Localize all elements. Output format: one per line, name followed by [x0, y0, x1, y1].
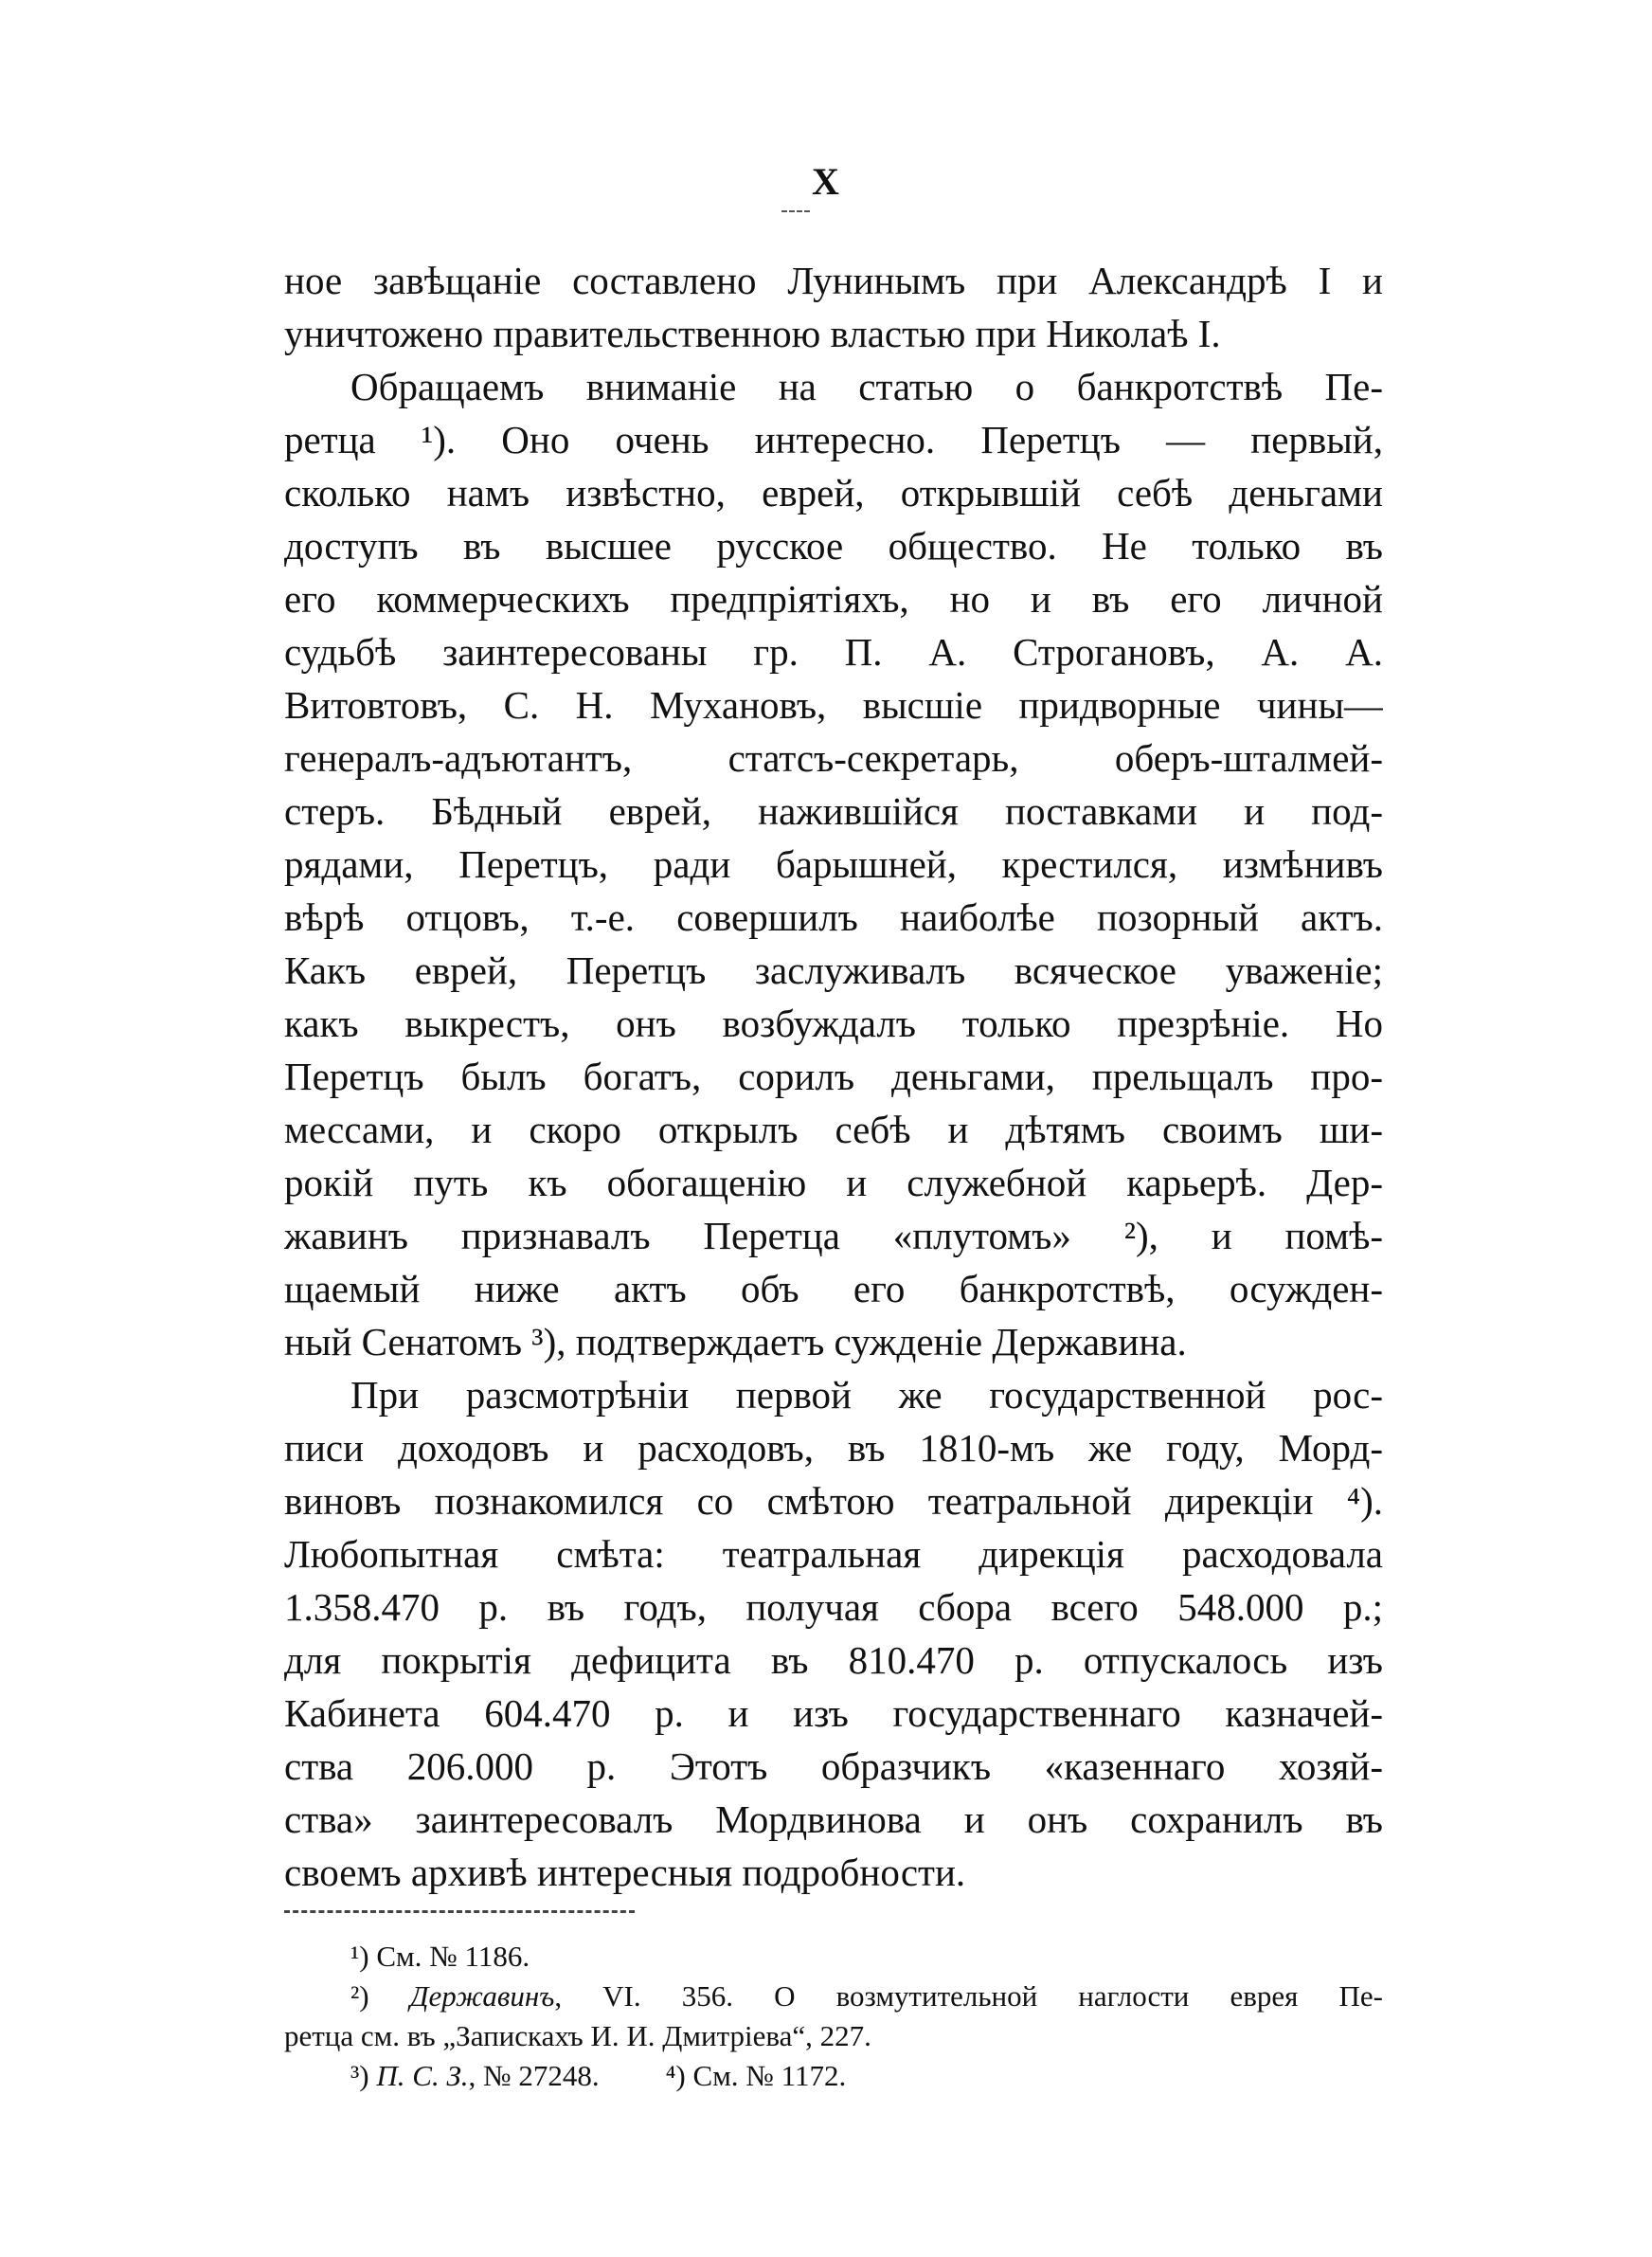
footnote-2	[284, 1977, 1383, 2016]
footnote-text: См. № 1172.	[692, 2059, 847, 2092]
text-line: Кабинета 604.470 р. и изъ государственнаго казначей-	[284, 1691, 1383, 1735]
footnote-text: , № 27248.	[468, 2059, 600, 2092]
text-line: генералъ-адъютантъ, статсъ-секретарь, оберъ-шталмей-	[284, 736, 1383, 780]
text-line: щаемый ниже актъ объ его банкротствѣ, осужден-	[284, 1267, 1383, 1310]
text-line: 1.358.470 р. въ годъ, получая сбора всего 548.000 р.;	[284, 1585, 1383, 1629]
footnote-source: П. С. З.	[376, 2059, 469, 2092]
text-line: ства 206.000 р. Этотъ образчикъ «казеннаго хозяй-	[284, 1744, 1383, 1788]
text-line: Перетцъ былъ богатъ, сорилъ деньгами, прельщалъ про-	[284, 1055, 1383, 1098]
text-line: вѣрѣ отцовъ, т.-е. совершилъ наиболѣе позорный актъ.	[284, 895, 1383, 939]
footnote-3-4	[284, 2056, 1383, 2096]
footnotes	[284, 1937, 1383, 2096]
footnote-divider	[284, 1910, 635, 1913]
text-line: При разсмотрѣніи первой же государственной рос-	[350, 1373, 1383, 1417]
footnote-author: Державинъ	[409, 1979, 555, 2013]
text-line: доступъ въ высшее русское общество. Не только въ	[284, 524, 1383, 568]
text-line: судьбѣ заинтересованы гр. П. А. Строгановъ, А. А.	[284, 630, 1383, 674]
body-text	[284, 254, 1383, 1899]
text-line: виновъ познакомился со смѣтою театральной дирекціи ⁴).	[284, 1479, 1383, 1523]
page-number-underline	[781, 210, 810, 212]
text-line: какъ выкрестъ, онъ возбуждалъ только презрѣніе. Но	[284, 1002, 1383, 1045]
text-line: Любопытная смѣта: театральная дирекція расходовала	[284, 1532, 1383, 1576]
footnote-marker: ²)	[350, 1979, 369, 2013]
footnote-marker: ³)	[350, 2059, 369, 2092]
text-line: жавинъ признавалъ Перетца «плутомъ» ²), и помѣ-	[284, 1214, 1383, 1257]
text-line: рядами, Перетцъ, ради барышней, крестился, измѣнивъ	[284, 842, 1383, 886]
page-number: X	[812, 160, 840, 203]
footnote-text: , VI. 356. О возмутительной наглости еврея Пе-	[554, 1979, 1383, 2013]
footnote-marker: ⁴)	[665, 2059, 686, 2092]
text-line: рокій путь къ обогащенію и служебной карьерѣ. Дер-	[284, 1161, 1383, 1204]
text-line: мессами, и скоро открылъ себѣ и дѣтямъ своимъ ши-	[284, 1108, 1383, 1151]
text-line: ное завѣщаніе составлено Лунинымъ при Александрѣ I и	[284, 259, 1383, 302]
text-line: Какъ еврей, Перетцъ заслуживалъ всяческое уваженіе;	[284, 948, 1383, 992]
text-line: его коммерческихъ предпріятіяхъ, но и въ его личной	[284, 577, 1383, 621]
text-line: ретца ¹). Оно очень интересно. Перетцъ — первый,	[284, 418, 1383, 461]
text-line: писи доходовъ и расходовъ, въ 1810-мъ же году, Морд-	[284, 1426, 1383, 1470]
footnote-text: См. № 1186.	[376, 1940, 530, 1973]
text-line: Витовтовъ, С. Н. Мухановъ, высшіе придворные чины—	[284, 683, 1383, 727]
text-line: ный Сенатомъ ³), подтверждаетъ сужденіе Державина.	[284, 1320, 1187, 1363]
text-line: уничтожено правительственною властью при Николаѣ I.	[284, 312, 1221, 355]
text-line: Обращаемъ вниманіе на статью о банкротствѣ Пе-	[350, 365, 1383, 408]
text-line: ства» заинтересовалъ Мордвинова и онъ сохранилъ въ	[284, 1797, 1383, 1841]
text-line: стеръ. Бѣдный еврей, нажившійся поставками и под-	[284, 789, 1383, 833]
footnote-1	[284, 1937, 1383, 1977]
footnote-2-continuation: ретца см. въ „Запискахъ И. И. Дмитріева“, 227.	[284, 2019, 871, 2052]
text-line: своемъ архивѣ интересныя подробности.	[284, 1851, 966, 1894]
text-line: сколько намъ извѣстно, еврей, открывшій себѣ деньгами	[284, 471, 1383, 515]
footnote-marker: ¹)	[350, 1940, 369, 1973]
text-line: для покрытія дефицита въ 810.470 р. отпускалось изъ	[284, 1638, 1383, 1682]
